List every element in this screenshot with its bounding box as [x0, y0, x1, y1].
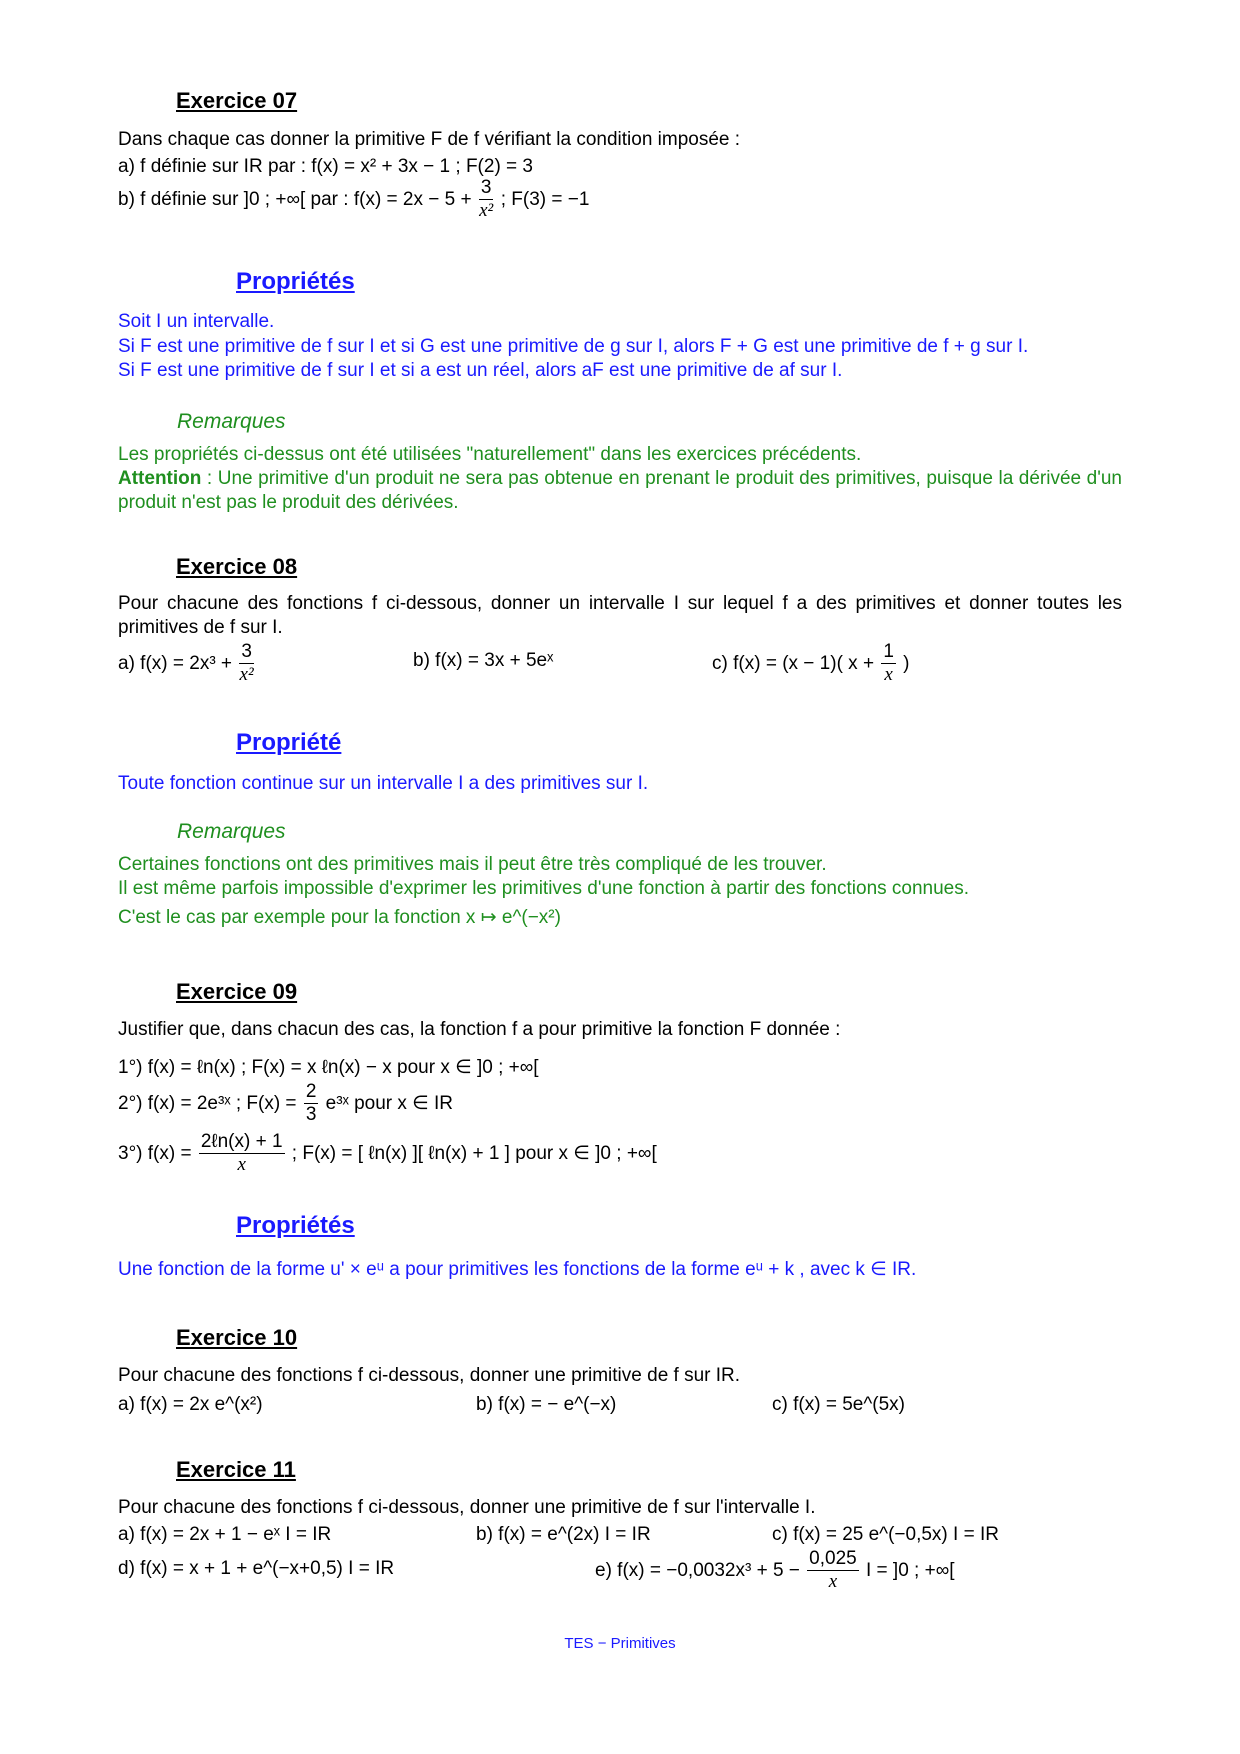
- exercise-08-item-c-suffix: ): [897, 653, 910, 674]
- exercise-07-title: Exercice 07: [176, 88, 298, 113]
- remarks-1-line-1: Les propriétés ci-dessus ont été utilisées "naturellement" dans les exercices précédents.: [118, 444, 862, 465]
- properties-title-3: Propriétés: [236, 1212, 355, 1239]
- exercise-09-intro: Justifier que, dans chacun des cas, la fonction f a pour primitive la fonction F donnée :: [118, 1019, 841, 1040]
- fraction-numerator: 3: [241, 641, 252, 663]
- remarks-2-line-3: C'est le cas par exemple pour la fonction x ↦ e^(−x²): [118, 907, 561, 928]
- exercise-07-item-b-fraction: [479, 177, 494, 222]
- remarks-2-line-1: Certaines fonctions ont des primitives mais il peut être très compliqué de les trouver.: [118, 854, 827, 875]
- exercise-08-intro: Pour chacune des fonctions f ci-dessous, donner un intervalle I sur lequel f a des primitives et donner toutes les primitives de f sur I.: [118, 593, 1122, 638]
- properties-title-1: Propriétés: [236, 268, 355, 295]
- property-title-2: Propriété: [236, 729, 342, 756]
- exercise-07-intro: Dans chaque cas donner la primitive F de f vérifiant la condition imposée :: [118, 129, 741, 150]
- exercise-09-item-3-fraction: [199, 1131, 285, 1176]
- properties-1-line-3: Si F est une primitive de f sur I et si a est un réel, alors aF est une primitive de af sur I.: [118, 360, 843, 381]
- exercise-11-item-e-suffix: I = ]0 ; +∞[: [860, 1560, 955, 1581]
- remarks-title-2: Remarques: [177, 820, 286, 843]
- page-footer: TES − Primitives: [564, 1635, 676, 1652]
- exercise-11-item-e-prefix: e) f(x) = −0,0032x³ + 5 −: [595, 1560, 806, 1581]
- properties-1-line-2: Si F est une primitive de f sur I et si G est une primitive de g sur I, alors F + G est une primitive de f + g sur I.: [118, 336, 1029, 357]
- fraction-numerator: 1: [883, 641, 894, 663]
- exercise-09-title: Exercice 09: [176, 979, 298, 1004]
- exercise-09-item-2-fraction: [304, 1081, 319, 1126]
- exercise-11-item-a: a) f(x) = 2x + 1 − eˣ I = IR: [118, 1524, 332, 1545]
- exercise-11-item-e-fraction: [807, 1548, 859, 1593]
- fraction-denominator: x²: [479, 200, 494, 222]
- property-2-line-1: Toute fonction continue sur un intervalle I a des primitives sur I.: [118, 773, 649, 794]
- exercise-08-item-b: b) f(x) = 3x + 5eˣ: [413, 650, 554, 671]
- fraction-denominator: x²: [239, 664, 254, 686]
- exercise-10-item-c: c) f(x) = 5e^(5x): [772, 1394, 905, 1415]
- properties-3-line-1: Une fonction de la forme u' × eᵘ a pour primitives les fonctions de la forme eᵘ + k , avec k ∈ IR.: [118, 1259, 917, 1280]
- exercise-09-item-3: [118, 1130, 657, 1178]
- exercise-08-item-c: [712, 640, 910, 688]
- exercise-08-title: Exercice 08: [176, 554, 298, 579]
- fraction-denominator: 3: [305, 1104, 317, 1126]
- exercise-08-item-c-prefix: c) f(x) = (x − 1)( x +: [712, 653, 880, 674]
- remarks-title-1: Remarques: [177, 410, 286, 433]
- exercise-10-intro: Pour chacune des fonctions f ci-dessous, donner une primitive de f sur IR.: [118, 1365, 741, 1386]
- fraction-numerator: 2: [305, 1081, 317, 1103]
- fraction-denominator: x: [237, 1154, 246, 1176]
- exercise-10-item-a: a) f(x) = 2x e^(x²): [118, 1394, 263, 1415]
- exercise-10-title: Exercice 10: [176, 1325, 298, 1350]
- remarks-2-line-2: Il est même parfois impossible d'exprimer les primitives d'une fonction à partir des fonctions connues.: [118, 878, 970, 899]
- properties-1-line-1: Soit I un intervalle.: [118, 311, 275, 332]
- exercise-11-intro: Pour chacune des fonctions f ci-dessous, donner une primitive de f sur l'intervalle I.: [118, 1497, 816, 1518]
- attention-text: : Une primitive d'un produit ne sera pas obtenue en prenant le produit des primitives, puisque la dérivée d'un produit n'est pas le produit des dérivées.: [118, 468, 1122, 513]
- exercise-07-item-b: [118, 176, 589, 224]
- fraction-denominator: x: [884, 664, 893, 686]
- fraction-numerator: 2ℓn(x) + 1: [200, 1131, 283, 1153]
- remarks-1-attention: [118, 467, 1122, 515]
- exercise-09-item-2: [118, 1080, 453, 1128]
- exercise-09-item-2-suffix: e³ˣ pour x ∈ IR: [320, 1093, 453, 1114]
- fraction-denominator: x: [828, 1571, 838, 1593]
- exercise-07-item-b-suffix: ; F(3) = −1: [495, 189, 590, 210]
- exercise-11-title: Exercice 11: [176, 1457, 296, 1482]
- fraction-numerator: 3: [480, 177, 492, 199]
- exercise-11-item-e: [595, 1547, 955, 1595]
- attention-label: Attention: [118, 468, 202, 489]
- exercise-09-item-3-prefix: 3°) f(x) =: [118, 1143, 197, 1164]
- exercise-09-item-3-suffix: ; F(x) = [ ℓn(x) ][ ℓn(x) + 1 ] pour x ∈ ]0 ; +∞[: [286, 1143, 657, 1164]
- exercise-08-item-a-prefix: a) f(x) = 2x³ +: [118, 653, 238, 674]
- exercise-11-item-b: b) f(x) = e^(2x) I = IR: [476, 1524, 651, 1545]
- exercise-08-item-c-fraction: [881, 641, 896, 686]
- exercise-08-item-a: [118, 640, 256, 688]
- exercise-08-item-a-fraction: [239, 641, 254, 686]
- exercise-09-item-2-prefix: 2°) f(x) = 2e³ˣ ; F(x) =: [118, 1093, 302, 1114]
- fraction-numerator: 0,025: [809, 1548, 857, 1570]
- exercise-09-item-1: 1°) f(x) = ℓn(x) ; F(x) = x ℓn(x) − x pour x ∈ ]0 ; +∞[: [118, 1057, 539, 1078]
- exercise-07-item-b-prefix: b) f définie sur ]0 ; +∞[ par : f(x) = 2x − 5 +: [118, 189, 477, 210]
- exercise-07-item-a: a) f définie sur IR par : f(x) = x² + 3x − 1 ; F(2) = 3: [118, 156, 533, 177]
- exercise-11-item-c: c) f(x) = 25 e^(−0,5x) I = IR: [772, 1524, 999, 1545]
- exercise-11-item-d: d) f(x) = x + 1 + e^(−x+0,5) I = IR: [118, 1558, 395, 1579]
- exercise-10-item-b: b) f(x) = − e^(−x): [476, 1394, 617, 1415]
